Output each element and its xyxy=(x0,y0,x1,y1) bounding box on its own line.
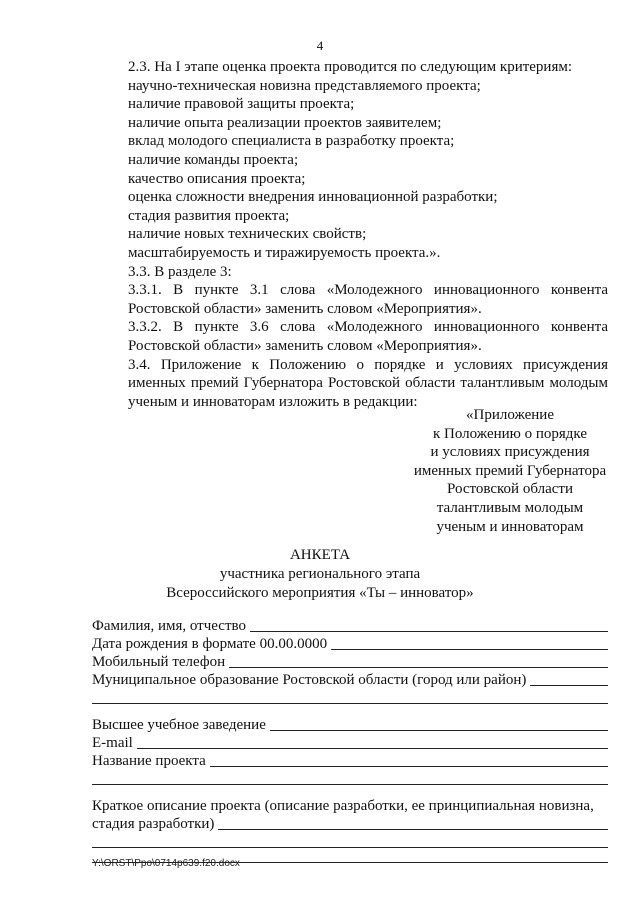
field-phone-line[interactable] xyxy=(229,667,608,668)
criterion-10: масштабируемость и тиражируемость проекта.». xyxy=(128,244,441,261)
field-name-row xyxy=(92,617,608,635)
field-phone-row xyxy=(92,653,608,671)
appendix-line-3: и условиях присуждения xyxy=(430,444,590,461)
field-municipality-label: Муниципальное образование Ростовской области (город или район) xyxy=(92,672,527,688)
field-description-line-2[interactable] xyxy=(92,833,608,848)
field-email-line[interactable] xyxy=(137,748,608,749)
criterion-3: наличие опыта реализации проектов заявителем; xyxy=(128,114,442,131)
criterion-8: стадия развития проекта; xyxy=(128,207,290,224)
criterion-6: качество описания проекта; xyxy=(128,170,306,187)
field-municipality-line-2[interactable] xyxy=(92,689,608,704)
form-title-sub2: Всероссийского мероприятия «Ты – инноватор» xyxy=(166,585,474,601)
field-university-line[interactable] xyxy=(270,730,608,731)
footer-file-path: Y:\ORST\Ppo\0714p639.f20.docx xyxy=(92,858,240,869)
field-project-name-line[interactable] xyxy=(210,766,608,767)
field-municipality-line[interactable] xyxy=(530,685,608,686)
field-birth-date-line[interactable] xyxy=(331,649,608,650)
field-description-line[interactable] xyxy=(218,829,608,830)
criterion-2: наличие правовой защиты проекта; xyxy=(128,96,355,113)
form-title xyxy=(0,546,640,603)
page-number: 4 xyxy=(316,38,324,53)
criterion-5: наличие команды проекта; xyxy=(128,151,299,168)
para-2-3-intro: 2.3. На I этапе оценка проекта проводится по следующим критериям: xyxy=(128,59,573,75)
para-3-3-2: 3.3.2. В пункте 3.6 слова «Молодежного инновационного конвента Ростовской области» заменить словом «Мероприятия». xyxy=(128,319,608,354)
questionnaire-form xyxy=(92,617,608,863)
para-3-3-heading: 3.3. В разделе 3: xyxy=(128,263,232,280)
field-project-name-label: Название проекта xyxy=(92,753,206,769)
document-body xyxy=(92,58,608,411)
field-email-label: E-mail xyxy=(92,735,133,751)
appendix-line-6: талантливым молодым xyxy=(436,499,584,516)
field-description-row xyxy=(92,815,608,833)
criterion-4: вклад молодого специалиста в разработку проекта; xyxy=(128,133,455,150)
appendix-line-5: Ростовской области xyxy=(447,481,573,498)
appendix-line-7: ученым и инноваторам xyxy=(436,518,584,535)
field-name-label: Фамилия, имя, отчество xyxy=(92,618,246,634)
field-email-row xyxy=(92,734,608,752)
field-description-label: Краткое описание проекта (описание разработки, ее принципиальная новизна, xyxy=(92,798,594,814)
field-birth-date-row xyxy=(92,635,608,653)
criterion-9: наличие новых технических свойств; xyxy=(128,226,367,243)
field-description-label-2: стадия разработки) xyxy=(92,816,215,832)
field-university-label: Высшее учебное заведение xyxy=(92,717,266,733)
field-municipality-row xyxy=(92,671,608,689)
field-project-name-row xyxy=(92,752,608,770)
criterion-7: оценка сложности внедрения инновационной разработки; xyxy=(128,189,498,206)
field-university-row xyxy=(92,716,608,734)
form-title-main: АНКЕТА xyxy=(289,547,351,563)
appendix-line-2: к Положению о порядке xyxy=(433,425,587,442)
para-3-4: 3.4. Приложение к Положению о порядке и условиях присуждения именных премий Губернатора Ростовской области талантливым молодым ученым и инноваторам изложить в редакции: xyxy=(128,356,608,410)
field-project-name-line-2[interactable] xyxy=(92,770,608,785)
para-3-3-1: 3.3.1. В пункте 3.1 слова «Молодежного инновационного конвента Ростовской области» заменить словом «Мероприятия». xyxy=(128,282,608,317)
appendix-line-4: именных премий Губернатора xyxy=(413,462,607,479)
field-name-line[interactable] xyxy=(250,631,608,632)
field-birth-date-label: Дата рождения в формате 00.00.0000 xyxy=(92,636,328,652)
form-title-sub1: участника регионального этапа xyxy=(219,566,421,582)
field-phone-label: Мобильный телефон xyxy=(92,654,226,670)
criterion-1: научно-техническая новизна представляемого проекта; xyxy=(128,77,481,94)
appendix-line-1: «Приложение xyxy=(465,407,554,423)
appendix-reference xyxy=(400,406,620,536)
